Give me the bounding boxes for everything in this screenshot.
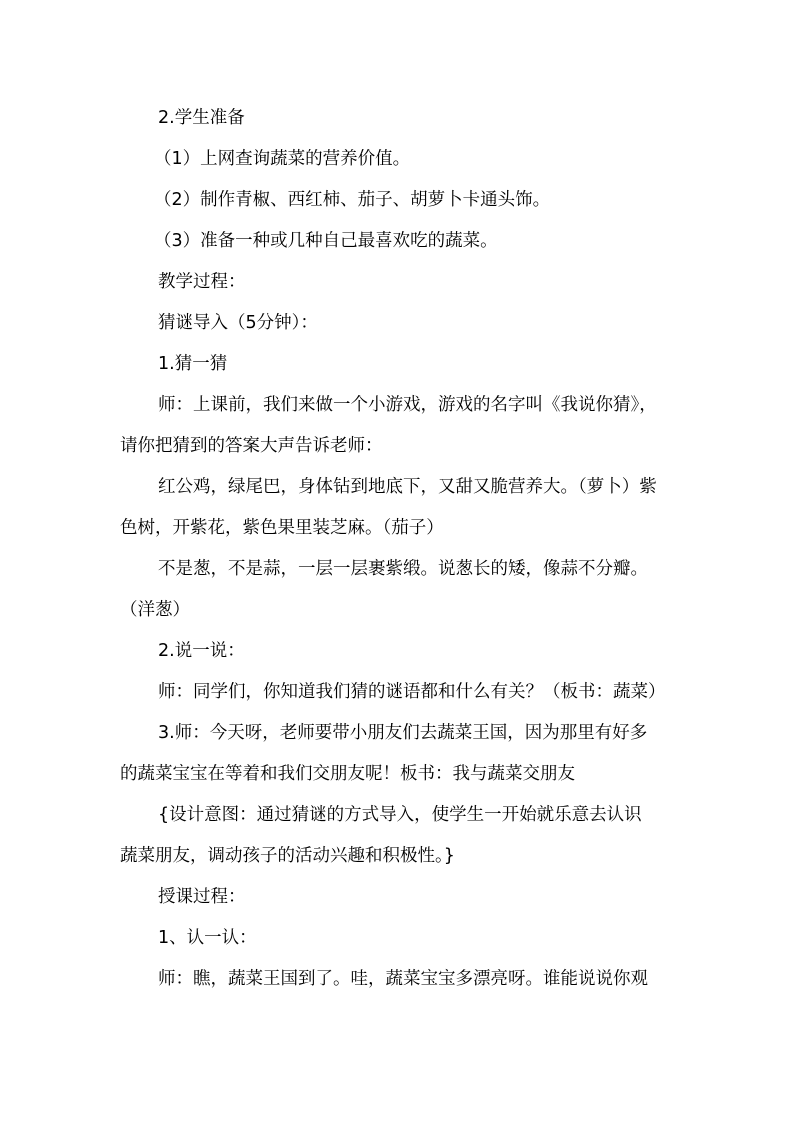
step-guess: 1.猜一猜 [158, 354, 228, 374]
paragraph-line: 请你把猜到的答案大声告诉老师： [120, 436, 383, 456]
paragraph-line: 师：瞧，蔬菜王国到了。哇，蔬菜宝宝多漂亮呀。谁能说说你观 [158, 969, 648, 989]
prep-item-3: （3）准备一种或几种自己最喜欢吃的蔬菜。 [154, 231, 498, 251]
paragraph-line: 3.师：今天呀，老师要带小朋友们去蔬菜王国，因为那里有好多 [158, 723, 648, 743]
paragraph-line: {设计意图：通过猜谜的方式导入，使学生一开始就乐意去认识 [158, 805, 642, 825]
step-recognize: 1、认一认： [158, 928, 257, 948]
heading-lecture-process: 授课过程： [158, 887, 246, 907]
heading-riddle-intro: 猜谜导入（5分钟）： [158, 313, 318, 333]
paragraph-line: 红公鸡，绿尾巴，身体钻到地底下，又甜又脆营养大。（萝卜）紫 [158, 477, 657, 497]
paragraph-line: 蔬菜朋友，调动孩子的活动兴趣和积极性。} [120, 846, 455, 866]
paragraph-line: （洋葱） [120, 600, 190, 620]
prep-item-2: （2）制作青椒、西红柿、茄子、胡萝卜卡通头饰。 [154, 190, 551, 210]
heading-teaching-process: 教学过程： [158, 272, 246, 292]
paragraph-line: 色树，开紫花，紫色果里装芝麻。（茄子） [120, 518, 444, 538]
paragraph-line: 不是葱，不是蒜，一层一层裹紫缎。说葱长的矮，像蒜不分瓣。 [158, 559, 648, 579]
heading-student-preparation: 2.学生准备 [158, 108, 245, 128]
step-say: 2.说一说： [158, 641, 245, 661]
paragraph-line: 的蔬菜宝宝在等着和我们交朋友呢！板书：我与蔬菜交朋友 [120, 764, 575, 784]
paragraph-line: 师：上课前，我们来做一个小游戏，游戏的名字叫《我说你猜》， [158, 395, 657, 415]
prep-item-1: （1）上网查询蔬菜的营养价值。 [154, 149, 411, 169]
paragraph-line: 师：同学们，你知道我们猜的谜语都和什么有关？（板书：蔬菜） [158, 682, 666, 702]
